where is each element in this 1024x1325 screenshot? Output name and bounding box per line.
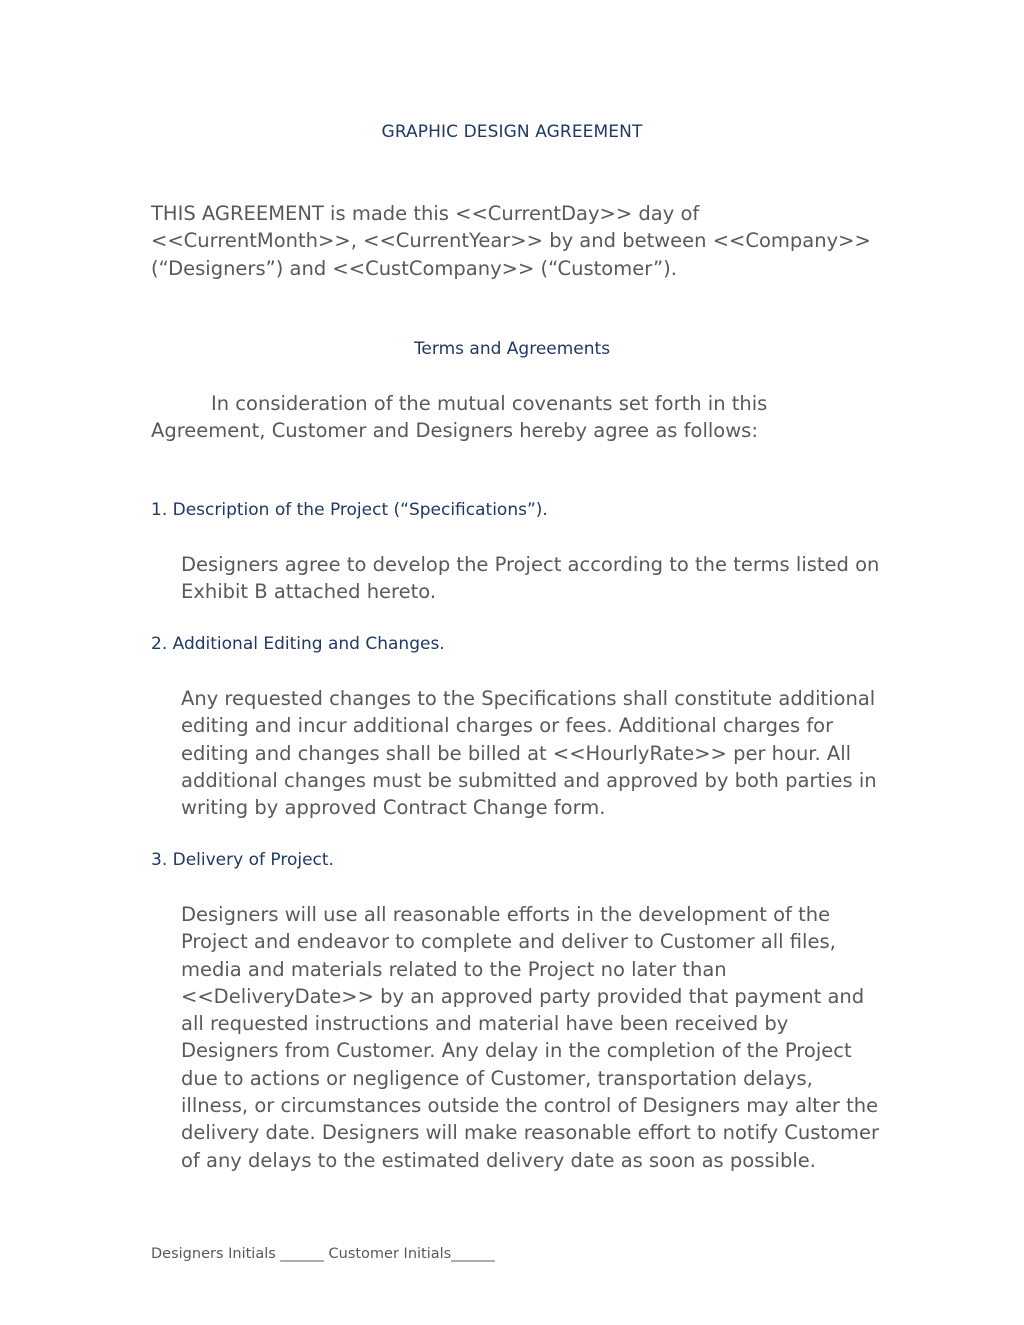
- section-body-1: Designers agree to develop the Project according to the terms listed on Exhibit B attached hereto.: [181, 553, 880, 604]
- intro-paragraph: THIS AGREEMENT is made this <<CurrentDay>> day of <<CurrentMonth>>, <<CurrentYear>> by and between <<Company>> (“Designers”) and <<CustCompany>> (“Customer”).: [151, 202, 871, 280]
- section-body-2: Any requested changes to the Specifications shall constitute additional editing and incur additional charges or fees. Additional charges for editing and changes shall be billed at <<HourlyRate>> per hour. All additional changes must be submitted and approved by both parties in writing by approved Contract Change form.: [181, 687, 877, 820]
- initials-footer: Designers Initials ______ Customer Initials______: [151, 1246, 495, 1262]
- section-heading-1: 1. Description of the Project (“Specifications”).: [151, 500, 548, 520]
- section-heading-3: 3. Delivery of Project.: [151, 850, 334, 870]
- section-heading-2: 2. Additional Editing and Changes.: [151, 634, 445, 654]
- consideration-paragraph: In consideration of the mutual covenants set forth in this Agreement, Customer and Designers hereby agree as follows:: [151, 392, 768, 443]
- section-body-3: Designers will use all reasonable efforts in the development of the Project and endeavor to complete and deliver to Customer all files, media and materials related to the Project no later than <<DeliveryDate>> by an approved party provided that payment and all requested instructions and material have been received by Designers from Customer. Any delay in the completion of the Project due to actions or negligence of Customer, transportation delays, illness, or circumstances outside the control of Designers may alter the delivery date. Designers will make reasonable effort to notify Customer of any delays to the estimated delivery date as soon as possible.: [181, 903, 879, 1172]
- document-title: GRAPHIC DESIGN AGREEMENT: [381, 122, 643, 142]
- section-subtitle: Terms and Agreements: [413, 339, 611, 359]
